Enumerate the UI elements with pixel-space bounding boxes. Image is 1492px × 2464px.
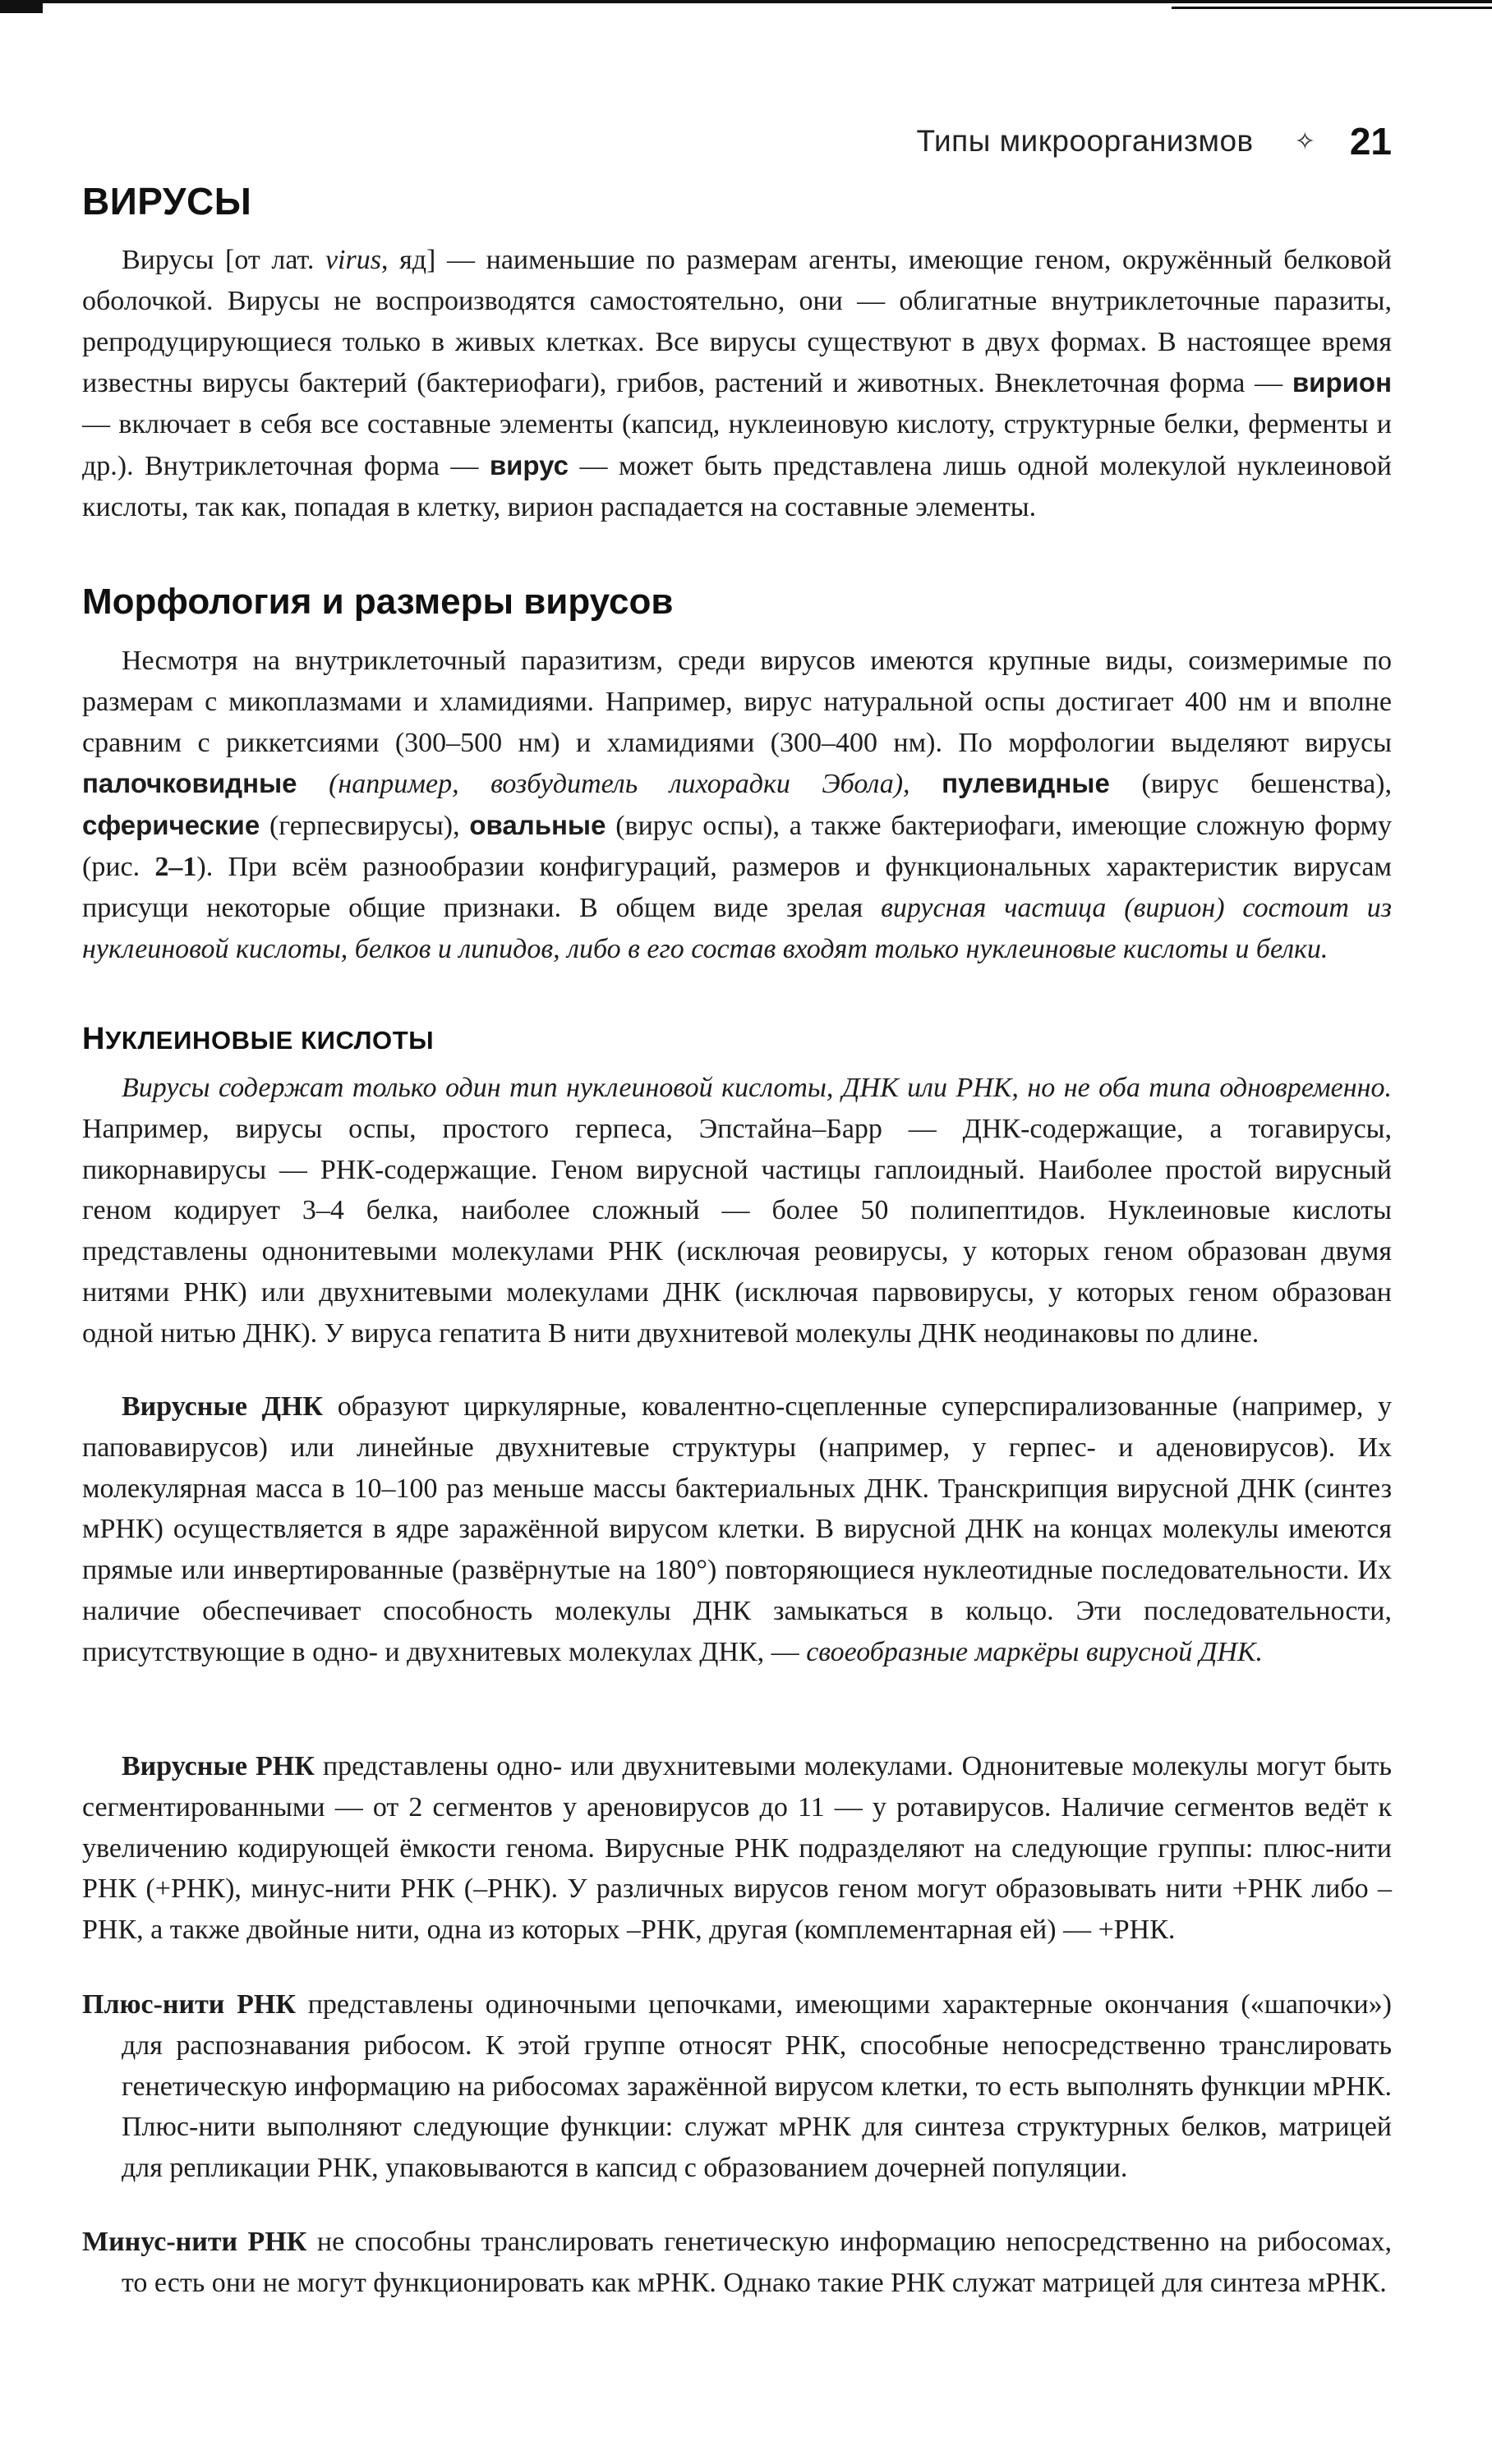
heading-morphology: Морфология и размеры вирусов bbox=[82, 582, 674, 622]
heading-nucleic-acids: НУКЛЕИНОВЫЕ КИСЛОТЫ bbox=[82, 1022, 435, 1056]
paragraph-plus-strand-rna: Плюс-нити РНК представлены одиночными цепочками, имеющими характерные окончания («шапочки») для распознавания рибосом. К этой группе относят РНК, способные непосредственно транслировать генетическую информацию на рибосомах заражённой вирусом клетки, то есть выполнять функции мРНК. Плюс-нити выполняют следующие функции: служат мРНК для синтеза структурных белков, матрицей для репликации РНК, упаковываются в капсид с образованием дочерней популяции. bbox=[82, 1989, 1392, 2184]
viruses-intro-block bbox=[82, 240, 1392, 528]
minus-rna-block bbox=[82, 2222, 1392, 2304]
plus-rna-block bbox=[82, 1984, 1392, 2189]
scan-edge-top bbox=[0, 0, 1492, 3]
paragraph-morphology: Несмотря на внутриклеточный паразитизм, среди вирусов имеются крупные виды, соизмеримые по размерам с микоплазмами и хламидиями. Например, вирус натуральной оспы достигает 400 нм и вполне сравним с риккетсиями (300–500 нм) и хламидиями (300–400 нм). По морфологии выделяют вирусы палочковидные (например, возбудитель лихорадки Эбола), пулевидные (вирус бешенства), сферические (герпесвирусы), овальные (вирус оспы), а также бактериофаги, имеющие сложную форму (рис. 2–1). При всём разнообразии конфигураций, размеров и функциональных характеристик вирусам присущи некоторые общие признаки. В общем виде зрелая вирусная частица (вирион) состоит из нуклеиновой кислоты, белков и липидов, либо в его состав входят только нуклеиновые кислоты и белки. bbox=[82, 646, 1393, 964]
diamond-ornament-icon: ✧ bbox=[1294, 127, 1315, 155]
viral-dna-block bbox=[82, 1386, 1392, 1673]
term-virus: вирус bbox=[489, 449, 569, 480]
paragraph-nucleic-types: Вирусы содержат только один тип нуклеиновой кислоты, ДНК или РНК, но не оба типа одновременно. Например, вирусы оспы, простого герпеса, Эпстайна–Барр — ДНК-содержащие, а тогавирусы, пикорнавирусы — РНК-содержащие. Геном вирусной частицы гаплоидный. Наиболее простой вирусный геном кодирует 3–4 белка, наиболее сложный — более 50 полипептидов. Нуклеиновые кислоты представлены однонитевыми молекулами РНК (исключая реовирусы, у которых геном образован двумя нитями РНК) или двухнитевыми молекулами ДНК (исключая парвовирусы, у которых геном образован одной нитью ДНК). У вируса гепатита В нити двухнитевой молекулы ДНК неодинаковы по длине. bbox=[82, 1073, 1392, 1349]
scan-edge-right bbox=[1172, 7, 1492, 9]
running-header bbox=[739, 117, 1392, 166]
nucleic-paragraph-1-block bbox=[82, 1068, 1392, 1354]
paragraph-viral-dna: Вирусные ДНК образуют циркулярные, ковалентно-сцепленные суперспирализованные (например, у паповавирусов) или линейные двухнитевые структуры (например, у герпес- и аденовирусов). Их молекулярная масса в 10–100 раз меньше массы бактериальных ДНК. Транскрипция вирусной ДНК (синтез мРНК) осуществляется в ядре заражённой вирусом клетки. В вирусной ДНК на концах молекулы имеются прямые или инвертированные (развёрнутые на 180°) повторяющиеся нуклеотидные последовательности. Их наличие обеспечивает способность молекулы ДНК замыкаться в кольцо. Эти последовательности, присутствующие в одно- и двухнитевых молекулах ДНК, — своеобразные маркёры вирусной ДНК. bbox=[82, 1391, 1392, 1667]
heading-viruses-block bbox=[82, 179, 1392, 223]
heading-morphology-block bbox=[82, 582, 1392, 623]
paragraph-viruses-intro: Вирусы [от лат. virus, яд] — наименьшие по размерам агенты, имеющие геном, окружённый белковой оболочкой. Вирусы не воспроизводятся самостоятельно, они — облигатные внутриклеточные паразиты, репродуцирующиеся только в живых клетках. Все вирусы существуют в двух формах. В настоящее время известны вирусы бактерий (бактериофаги), грибов, растений и животных. Внеклеточная форма — вирион — включает в себя все составные элементы (капсид, нуклеиновую кислоту, структурные белки, ферменты и др.). Внутриклеточная форма — вирус — может быть представлена лишь одной молекулой нуклеиновой кислоты, так как, попадая в клетку, вирион распадается на составные элементы. bbox=[82, 245, 1393, 522]
paragraph-minus-strand-rna: Минус-нити РНК не способны транслировать генетическую информацию непосредственно на рибосомах, то есть они не могут функционировать как мРНК. Однако такие РНК служат матрицей для синтеза мРНК. bbox=[82, 2227, 1393, 2298]
heading-nucleic-block bbox=[82, 1022, 1392, 1057]
term-virion: вирион bbox=[1292, 367, 1392, 398]
page-number: 21 bbox=[1349, 120, 1392, 163]
figure-reference: 2–1 bbox=[154, 851, 197, 882]
viral-rna-block bbox=[82, 1746, 1392, 1951]
heading-viruses: ВИРУСЫ bbox=[82, 180, 252, 223]
running-title: Типы микроорганизмов bbox=[916, 124, 1254, 158]
morphology-block bbox=[82, 641, 1392, 969]
scan-mark-left bbox=[0, 0, 43, 13]
paragraph-viral-rna: Вирусные РНК представлены одно- или двухнитевыми молекулами. Однонитевые молекулы могут быть сегментированными — от 2 сегментов у ареновирусов до 11 — у ротавирусов. Наличие сегментов ведёт к увеличению кодирующей ёмкости генома. Вирусные РНК подразделяют на следующие группы: плюс-нити РНК (+РНК), минус-нити РНК (–РНК). У различных вирусов геном могут образовывать нити +РНК либо –РНК, а также двойные нити, одна из которых –РНК, другая (комплементарная ей) — +РНК. bbox=[82, 1751, 1392, 1946]
